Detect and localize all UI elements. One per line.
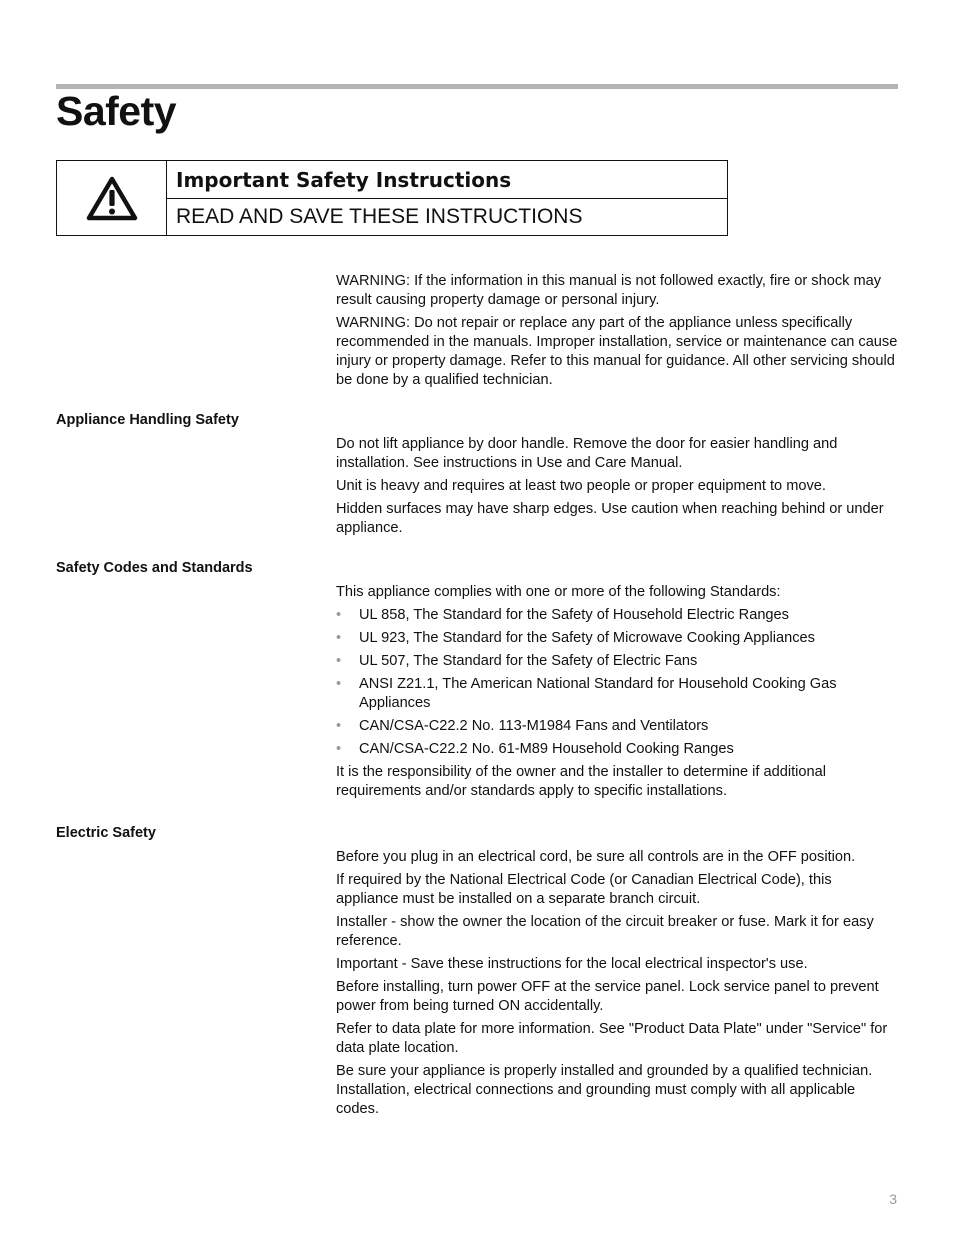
list-item: • UL 858, The Standard for the Safety of Household Electric Ranges [336,606,898,625]
safety-box-heading: Important Safety Instructions [167,161,727,199]
paragraph: This appliance complies with one or more of the following Standards: [336,584,781,600]
paragraph: Unit is heavy and requires at least two people or proper equipment to move. [336,478,826,494]
paragraph: Before you plug in an electrical cord, be sure all controls are in the OFF position. [336,849,856,865]
paragraph: Do not lift appliance by door handle. Remove the door for easier handling and installation. See instructions in Use and Care Manual. [336,436,838,471]
paragraph: Before installing, turn power OFF at the service panel. Lock service panel to prevent power from being turned ON accidentally. [336,979,879,1014]
section-body-electric-safety [336,848,898,1123]
intro-warnings [336,272,898,394]
list-item: • ANSI Z21.1, The American National Standard for Household Cooking Gas Appliances [336,675,898,713]
section-title-safety-codes: Safety Codes and Standards [56,560,253,576]
paragraph: Important - Save these instructions for the local electrical inspector's use. [336,956,808,972]
warning-triangle-icon [86,175,138,221]
page-title: Safety [56,88,177,134]
section-title-electric-safety: Electric Safety [56,825,156,841]
section-body-safety-codes [336,583,898,805]
safety-instructions-box [56,160,728,236]
safety-box-subheading: READ AND SAVE THESE INSTRUCTIONS [176,205,583,228]
paragraph: Installer - show the owner the location of the circuit breaker or fuse. Mark it for easy reference. [336,914,874,949]
standards-list [336,606,898,759]
paragraph: If required by the National Electrical Code (or Canadian Electrical Code), this appliance must be installed on a separate branch circuit. [336,872,832,907]
list-item: • CAN/CSA-C22.2 No. 61-M89 Household Cooking Ranges [336,740,898,759]
page-number: 3 [889,1191,897,1207]
warning-icon-cell [57,161,167,235]
list-item: • CAN/CSA-C22.2 No. 113-M1984 Fans and Ventilators [336,717,898,736]
list-item: • UL 507, The Standard for the Safety of Electric Fans [336,652,898,671]
paragraph: Hidden surfaces may have sharp edges. Use caution when reaching behind or under appliance. [336,501,884,536]
top-rule [56,84,898,89]
warning-paragraph: WARNING: If the information in this manual is not followed exactly, fire or shock may result causing property damage or personal injury. [336,273,882,308]
section-body-appliance-handling [336,435,898,542]
safety-box-text [167,161,727,235]
paragraph: Refer to data plate for more information. See "Product Data Plate" under "Service" for data plate location. [336,1021,888,1056]
paragraph: Be sure your appliance is properly installed and grounded by a qualified technician. Installation, electrical connections and grounding must comply with all applicable codes. [336,1063,873,1117]
list-item: • UL 923, The Standard for the Safety of Microwave Cooking Appliances [336,629,898,648]
warning-paragraph: WARNING: Do not repair or replace any part of the appliance unless specifically recommended in the manuals. Improper installation, service or maintenance can cause injury or property damage. Refer to this manual for guidance. All other servicing should be done by a qualified technician. [336,315,898,388]
paragraph: It is the responsibility of the owner and the installer to determine if additional requirements and/or standards apply to specific installations. [336,764,826,799]
section-title-appliance-handling: Appliance Handling Safety [56,412,239,428]
